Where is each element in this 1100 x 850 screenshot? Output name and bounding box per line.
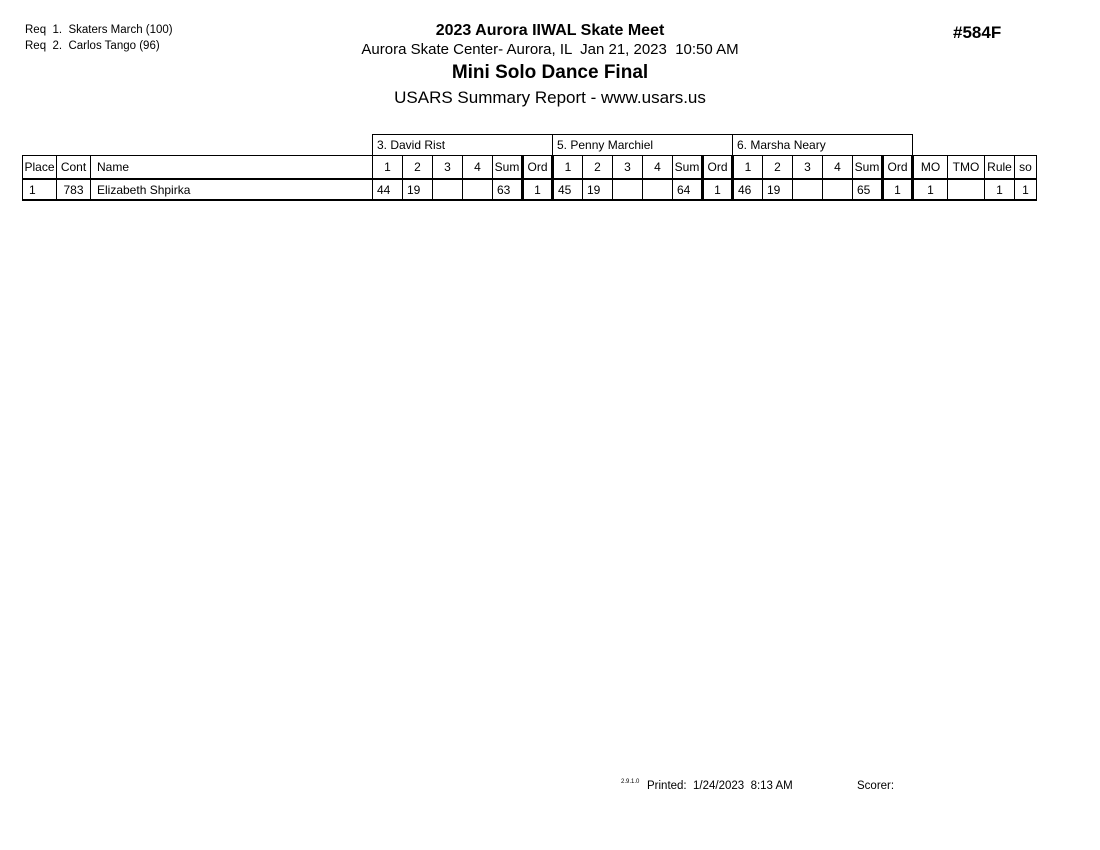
judge3-sum: 65 [853,179,883,200]
results-table [22,134,1037,201]
cell-cont: 783 [57,179,91,200]
judge1-score-4 [463,179,493,200]
judge3-col-3: 3 [793,156,823,180]
judge3-ord: 1 [883,179,913,200]
judge3-score-1: 46 [733,179,763,200]
venue-date-line: Aurora Skate Center- Aurora, IL Jan 21, 2023 10:50 AM [361,41,739,58]
judge1-col-1: 1 [373,156,403,180]
judge-3-name: 6. Marsha Neary [733,135,913,156]
judge3-col-2: 2 [763,156,793,180]
judge3-col-sum: Sum [853,156,883,180]
meet-title: 2023 Aurora IIWAL Skate Meet [435,22,665,39]
judge3-col-4: 4 [823,156,853,180]
col-header-name: Name [91,156,373,180]
judge1-score-3 [433,179,463,200]
judge1-col-3: 3 [433,156,463,180]
judge1-score-1: 44 [373,179,403,200]
event-title: Mini Solo Dance Final [451,62,649,83]
col-header-rule: Rule [985,156,1015,180]
cell-name: Elizabeth Shpirka [91,179,373,200]
judge-row-right-spacer [913,135,1037,156]
judge1-col-ord: Ord [523,156,553,180]
col-header-mo: MO [913,156,948,180]
req-dance-2: Req 2. Carlos Tango (96) [25,40,160,52]
cell-tmo [948,179,985,200]
judge1-col-2: 2 [403,156,433,180]
column-header-row [23,156,1037,180]
col-header-cont: Cont [57,156,91,180]
judge1-col-4: 4 [463,156,493,180]
judge3-col-ord: Ord [883,156,913,180]
printed-timestamp: Printed: 1/24/2023 8:13 AM [647,780,793,792]
judge2-ord: 1 [703,179,733,200]
col-header-so: so [1015,156,1037,180]
cell-rule: 1 [985,179,1015,200]
judge2-col-4: 4 [643,156,673,180]
judge2-sum: 64 [673,179,703,200]
judge-2-name: 5. Penny Marchiel [553,135,733,156]
judge1-sum: 63 [493,179,523,200]
judge-row-left-spacer [23,135,373,156]
table-row [23,179,1037,200]
judge-name-row [23,135,1037,156]
col-header-place: Place [23,156,57,180]
judge2-col-1: 1 [553,156,583,180]
software-version: 2.9.1.0 [621,779,640,785]
judge1-ord: 1 [523,179,553,200]
judge2-col-3: 3 [613,156,643,180]
event-id: #584F [953,23,1002,42]
judge2-score-4 [643,179,673,200]
judge2-score-3 [613,179,643,200]
judge3-score-4 [823,179,853,200]
report-type-line: USARS Summary Report - www.usars.us [394,88,706,107]
cell-mo: 1 [913,179,948,200]
judge1-col-sum: Sum [493,156,523,180]
col-header-tmo: TMO [948,156,985,180]
judge-1-name: 3. David Rist [373,135,553,156]
judge2-col-ord: Ord [703,156,733,180]
judge3-score-3 [793,179,823,200]
req-dance-1: Req 1. Skaters March (100) [25,24,173,36]
judge2-score-1: 45 [553,179,583,200]
judge2-score-2: 19 [583,179,613,200]
judge1-score-2: 19 [403,179,433,200]
report-header [0,21,1100,110]
judge3-col-1: 1 [733,156,763,180]
judge3-score-2: 19 [763,179,793,200]
scorer-label: Scorer: [857,780,895,792]
judge2-col-sum: Sum [673,156,703,180]
cell-so: 1 [1015,179,1037,200]
judge2-col-2: 2 [583,156,613,180]
cell-place: 1 [23,179,57,200]
